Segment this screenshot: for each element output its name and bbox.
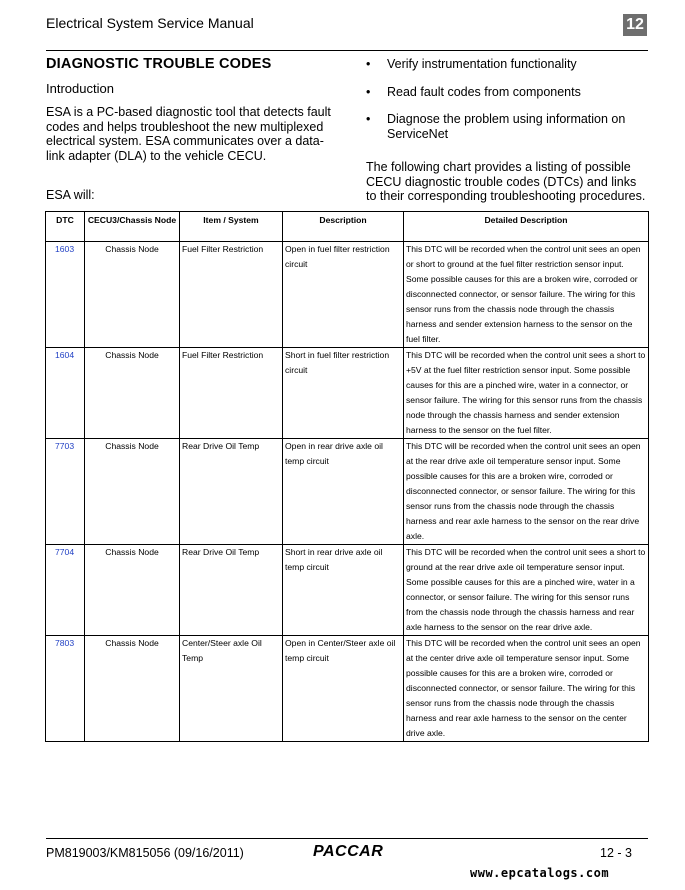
- bullet-item: • Verify instrumentation functionality: [366, 57, 648, 72]
- item-cell: Rear Drive Oil Temp: [180, 545, 283, 636]
- item-cell: Fuel Filter Restriction: [180, 348, 283, 439]
- column-header-item: Item / System: [180, 212, 283, 242]
- description-cell: Short in rear drive axle oil temp circuit: [283, 545, 404, 636]
- node-cell: Chassis Node: [85, 348, 180, 439]
- manual-title: Electrical System Service Manual: [46, 15, 254, 31]
- esa-capabilities-list: [366, 57, 648, 154]
- footer-rule: [46, 838, 648, 839]
- table-header-row: [46, 212, 649, 242]
- dtc-code-link[interactable]: 7803: [46, 636, 85, 742]
- intro-paragraph: ESA is a PC-based diagnostic tool that detects fault codes and helps troubleshoot the new multiplexed electrical system. ESA communicates over a data-link adapter (DLA) to the vehicle CECU.: [46, 105, 331, 163]
- table-row: [46, 348, 649, 439]
- watermark: www.epcatalogs.com: [470, 866, 610, 880]
- dtc-table: [45, 211, 649, 742]
- bullet-item: • Read fault codes from components: [366, 85, 648, 100]
- node-cell: Chassis Node: [85, 439, 180, 545]
- dtc-code-link[interactable]: 7703: [46, 439, 85, 545]
- paccar-logo: PACCAR: [313, 843, 384, 860]
- section-heading: DIAGNOSTIC TROUBLE CODES: [46, 56, 272, 72]
- dtc-code-link[interactable]: 1603: [46, 242, 85, 348]
- node-cell: Chassis Node: [85, 545, 180, 636]
- table-row: [46, 242, 649, 348]
- header-rule: [46, 50, 648, 51]
- bullet-item: • Diagnose the problem using information on ServiceNet: [366, 112, 648, 141]
- detail-cell: This DTC will be recorded when the control unit sees an open at the rear drive axle oil temperature sensor input. Some possible causes for this are a broken wire, corroded or disconnected connector, or sensor failure. The wiring for this sensor runs from the chassis node through the chassis harness and rear axle harness to the sensor on the rear drive axle.: [404, 439, 649, 545]
- detail-cell: This DTC will be recorded when the control unit sees an open at the center drive axle oil temperature sensor input. Some possible causes for this are a broken wire, corroded or disconnected connector, or sensor failure. The wiring for this sensor runs from the chassis node through the chassis harness and rear axle harness to the sensor on the center drive axle.: [404, 636, 649, 742]
- node-cell: Chassis Node: [85, 636, 180, 742]
- description-cell: Open in Center/Steer axle oil temp circuit: [283, 636, 404, 742]
- item-cell: Rear Drive Oil Temp: [180, 439, 283, 545]
- table-row: [46, 636, 649, 742]
- item-cell: Center/Steer axle Oil Temp: [180, 636, 283, 742]
- dtc-code-link[interactable]: 1604: [46, 348, 85, 439]
- table-row: [46, 545, 649, 636]
- detail-cell: This DTC will be recorded when the control unit sees an open or short to ground at the fuel filter restriction sensor input. Some possible causes for this are a broken wire, corroded or disconnected connector, or sensor failure. The wiring for this sensor runs from the chassis node through the chassis harness and sender extension harness to the sensor on the fuel filter.: [404, 242, 649, 348]
- detail-cell: This DTC will be recorded when the control unit sees a short to ground at the rear drive axle oil temperature sensor input. Some possible causes for this are a pinched wire, water in a connector, or sensor failure. The wiring for this sensor runs from the chassis node through the chassis harness and rear axle harness to the sensor on the rear drive axle.: [404, 545, 649, 636]
- column-header-node: CECU3/Chassis Node: [85, 212, 180, 242]
- description-cell: Open in fuel filter restriction circuit: [283, 242, 404, 348]
- column-header-detailed-description: Detailed Description: [404, 212, 649, 242]
- item-cell: Fuel Filter Restriction: [180, 242, 283, 348]
- document-number: PM819003/KM815056 (09/16/2011): [46, 846, 244, 860]
- description-cell: Open in rear drive axle oil temp circuit: [283, 439, 404, 545]
- dtc-code-link[interactable]: 7704: [46, 545, 85, 636]
- node-cell: Chassis Node: [85, 242, 180, 348]
- table-row: [46, 439, 649, 545]
- page-number: 12 - 3: [600, 846, 632, 860]
- section-subheading: Introduction: [46, 81, 114, 96]
- esa-will-label: ESA will:: [46, 188, 95, 202]
- column-header-dtc: DTC: [46, 212, 85, 242]
- description-cell: Short in fuel filter restriction circuit: [283, 348, 404, 439]
- chapter-badge: 12: [623, 14, 647, 36]
- column-header-description: Description: [283, 212, 404, 242]
- chart-intro-paragraph: The following chart provides a listing of possible CECU diagnostic trouble codes (DTCs) and links to their corresponding troubleshooting procedures.: [366, 160, 646, 203]
- detail-cell: This DTC will be recorded when the control unit sees a short to +5V at the fuel filter restriction sensor input. Some possible causes for this are a pinched wire, water in a connector, or sensor failure. The wiring for this sensor runs from the chassis node through the chassis harness and sender extension harness to the sensor on the fuel filter.: [404, 348, 649, 439]
